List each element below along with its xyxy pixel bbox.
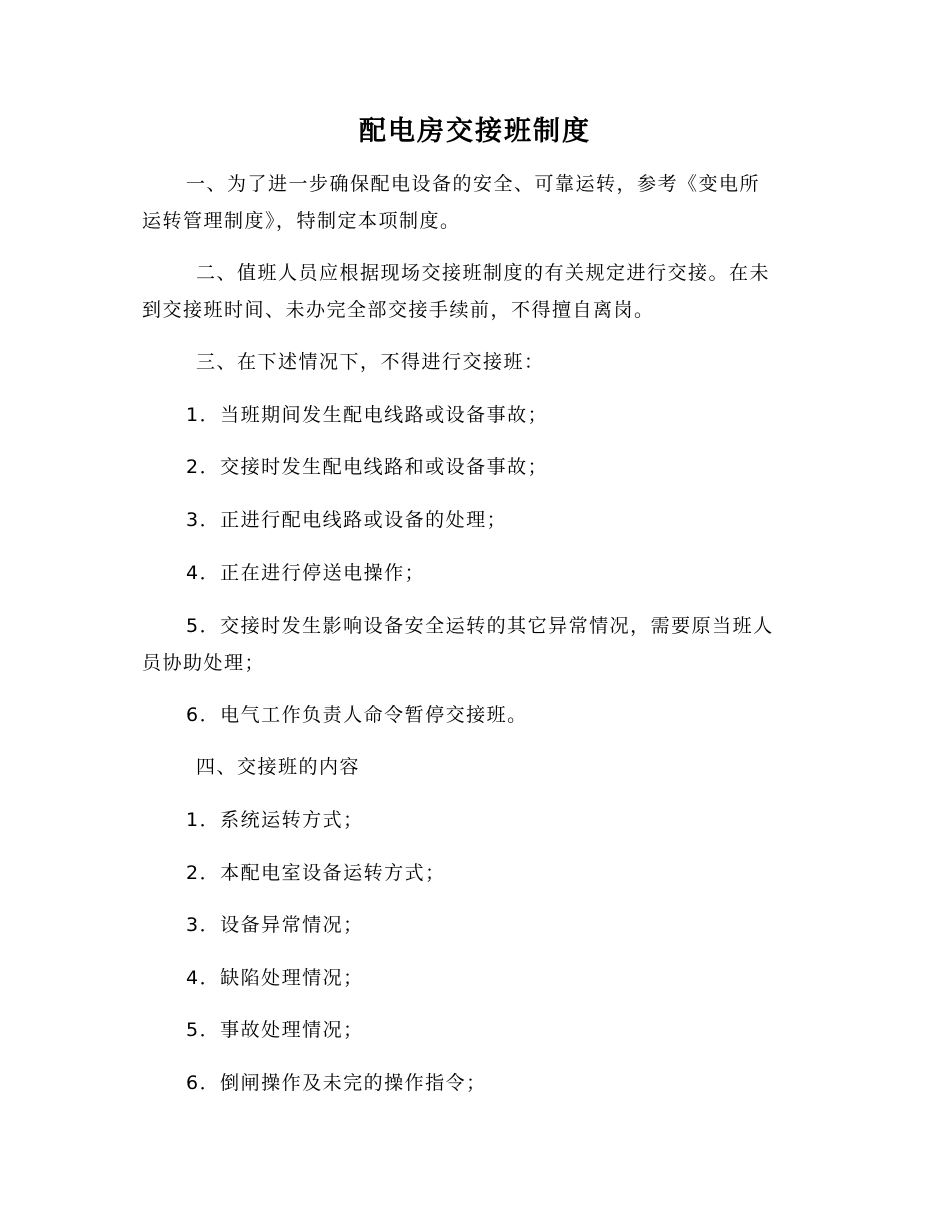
document-title: 配电房交接班制度 [359, 116, 591, 147]
section-3-heading [142, 344, 812, 381]
section-4-item-3: 3．设备异常情况； [186, 914, 364, 936]
section-3-item-3: 3．正进行配电线路或设备的处理； [186, 509, 508, 531]
section-4-item-2: 2．本配电室设备运转方式； [186, 862, 446, 884]
section-1-line-2: 运转管理制度》，特制定本项制度。 [142, 210, 461, 232]
section-4-item [142, 1012, 812, 1049]
paragraph-section-1 [142, 166, 812, 240]
section-3-heading-text: 三、在下述情况下，不得进行交接班： [196, 351, 545, 373]
section-4-item [142, 802, 812, 839]
section-2-line-1: 二、值班人员应根据现场交接班制度的有关规定进行交接。在未 [196, 262, 771, 284]
section-3-item-5-line-2: 员协助处理； [142, 652, 266, 674]
section-2-line-2: 到交接班时间、未办完全部交接手续前，不得擅自离岗。 [142, 299, 655, 321]
section-4-item-6: 6．倒闸操作及未完的操作指令； [186, 1072, 487, 1094]
section-4-item [142, 855, 812, 892]
section-3-item [142, 608, 812, 682]
section-3-item-1: 1．当班期间发生配电线路或设备事故； [186, 404, 549, 426]
section-1-line-1: 一、为了进一步确保配电设备的安全、可靠运转，参考《变电所 [186, 173, 761, 195]
section-4-item-1: 1．系统运转方式； [186, 809, 364, 831]
section-4-item-4: 4．缺陷处理情况； [186, 967, 364, 989]
section-4-heading-text: 四、交接班的内容 [196, 756, 361, 778]
section-3-item [142, 449, 812, 486]
section-3-item [142, 697, 812, 734]
section-3-item-2: 2．交接时发生配电线路和或设备事故； [186, 456, 549, 478]
section-4-heading [142, 749, 812, 786]
section-3-item-4: 4．正在进行停送电操作； [186, 562, 426, 584]
section-3-item-5-line-1: 5．交接时发生影响设备安全运转的其它异常情况，需要原当班人 [186, 615, 774, 637]
section-4-item [142, 960, 812, 997]
section-3-item [142, 555, 812, 592]
paragraph-section-2 [142, 255, 812, 329]
section-4-item [142, 907, 812, 944]
section-4-item-5: 5．事故处理情况； [186, 1019, 364, 1041]
section-3-item-6: 6．电气工作负责人命令暂停交接班。 [186, 704, 528, 726]
section-4-item [142, 1065, 812, 1102]
section-3-item [142, 397, 812, 434]
section-3-item [142, 502, 812, 539]
